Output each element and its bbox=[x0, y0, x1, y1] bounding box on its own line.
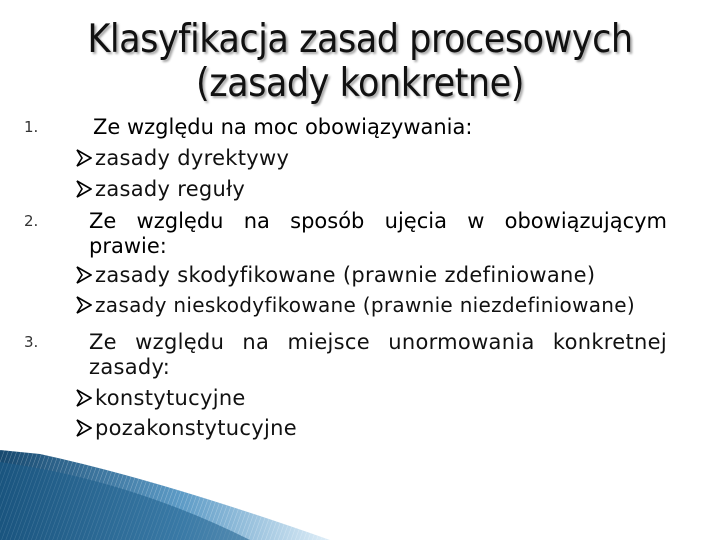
list-subitem-3-1 bbox=[76, 385, 246, 411]
arrow-bullet-icon bbox=[76, 148, 92, 168]
subitem-text: zasady reguły bbox=[95, 177, 246, 201]
list-subitem-2-2 bbox=[76, 292, 635, 318]
subitem-text: zasady skodyfikowane (prawnie zdefiniowane) bbox=[95, 263, 596, 287]
list-heading-2-line2: prawie: bbox=[89, 234, 167, 258]
list-number-1: 1. bbox=[24, 118, 39, 136]
list-heading-3-line1: Ze względu na miejsce unormowania konkretnej bbox=[89, 330, 667, 354]
arrow-bullet-icon bbox=[76, 418, 92, 438]
list-heading-1: Ze względu na moc obowiązywania: bbox=[93, 115, 473, 139]
list-subitem-2-1 bbox=[76, 262, 595, 288]
list-subitem-3-2 bbox=[76, 415, 297, 441]
list-number-2: 2. bbox=[24, 212, 39, 230]
list-heading-3-line2: zasady: bbox=[89, 355, 171, 379]
arrow-bullet-icon bbox=[76, 388, 92, 408]
subitem-text: pozakonstytucyjne bbox=[95, 416, 297, 440]
subitem-text: zasady nieskodyfikowane (prawnie niezdefiniowane) bbox=[95, 293, 635, 317]
subitem-text: zasady dyrektywy bbox=[95, 146, 290, 170]
list-heading-2-line1: Ze względu na sposób ujęcia w obowiązującym bbox=[89, 209, 667, 233]
decorative-swoosh bbox=[0, 450, 720, 540]
arrow-bullet-icon bbox=[76, 295, 92, 315]
list-subitem-1-2 bbox=[76, 176, 245, 202]
arrow-bullet-icon bbox=[76, 265, 92, 285]
list-subitem-1-1 bbox=[76, 145, 289, 171]
arrow-bullet-icon bbox=[76, 179, 92, 199]
slide-title-line1: Klasyfikacja zasad procesowych bbox=[87, 17, 633, 62]
slide-title-line2: (zasady konkretne) bbox=[196, 61, 524, 106]
list-number-3: 3. bbox=[24, 333, 39, 351]
subitem-text: konstytucyjne bbox=[95, 386, 246, 410]
